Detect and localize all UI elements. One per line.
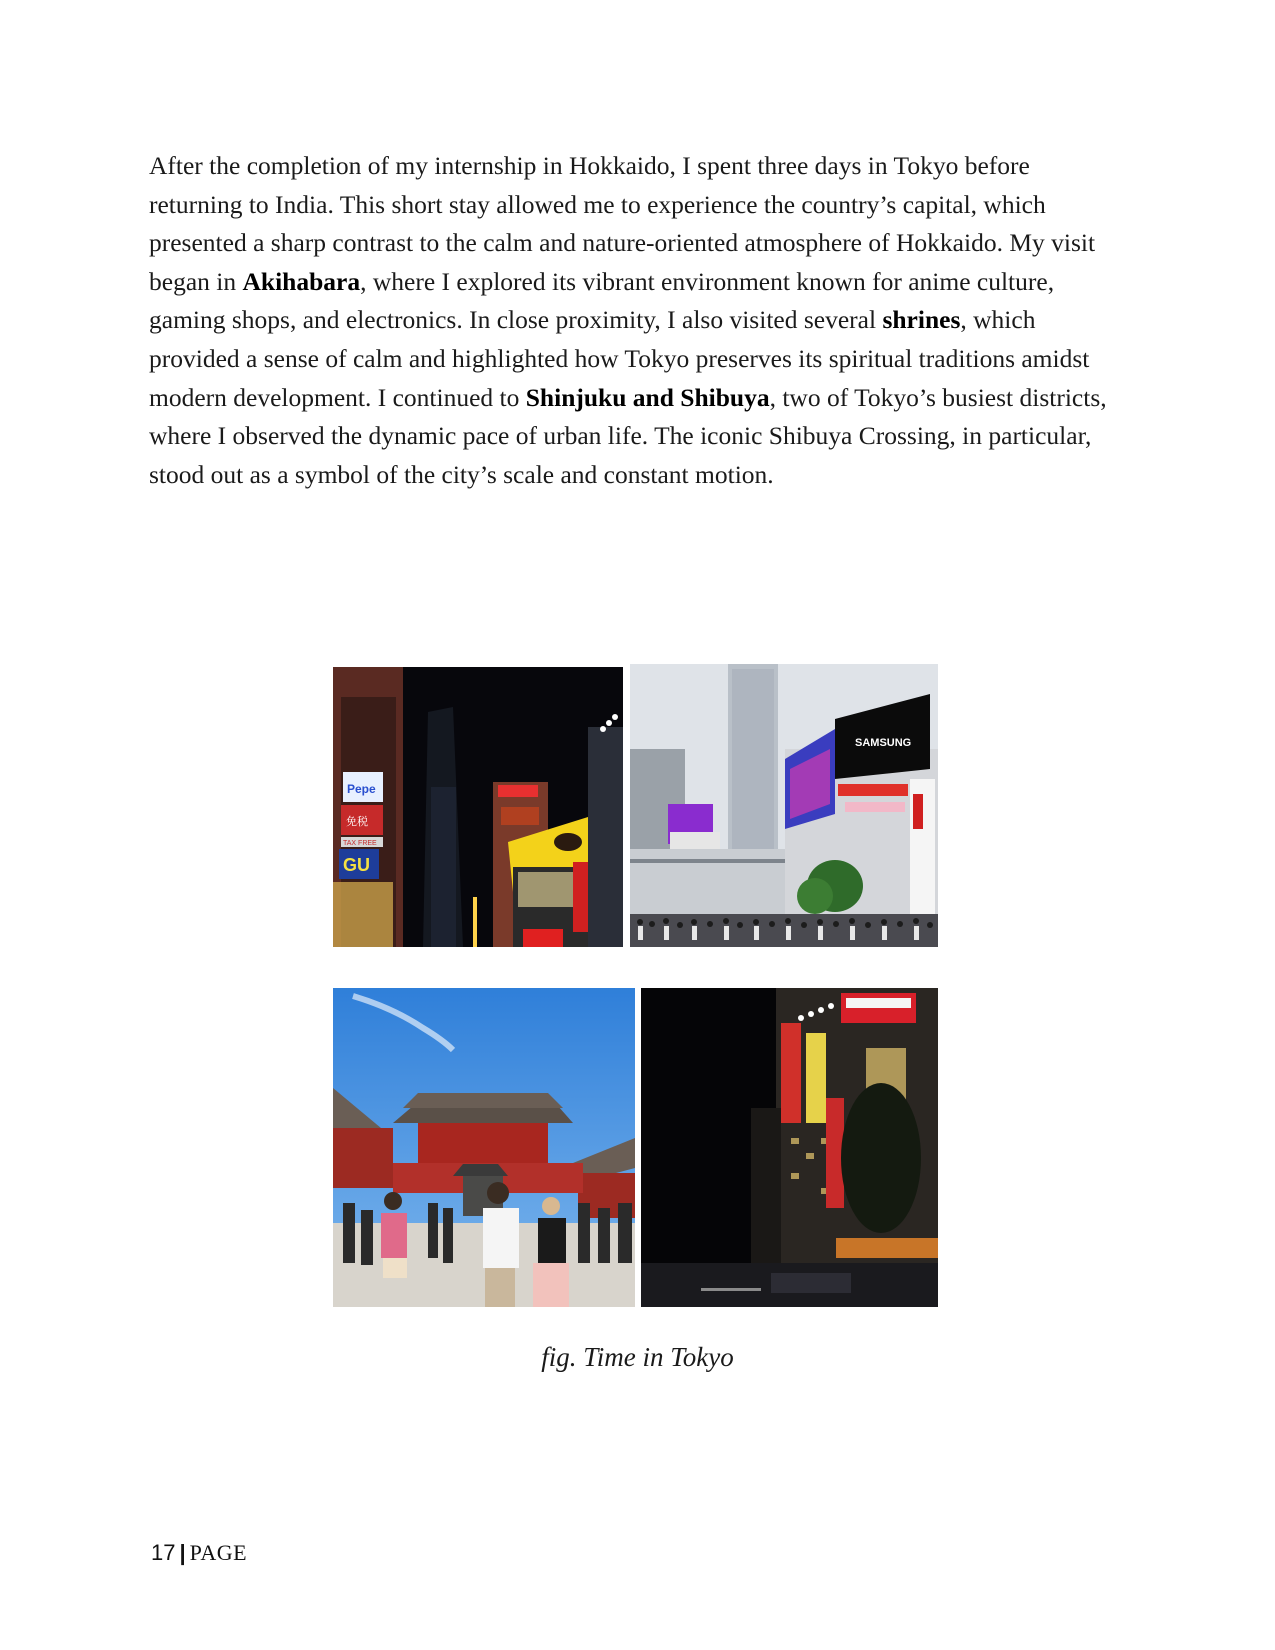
page-number: 17 [151, 1540, 176, 1565]
footer-separator: | [179, 1540, 186, 1565]
photo-night-street [333, 667, 623, 947]
sign-duty-free: 免税 [346, 815, 368, 828]
paragraph-segment: , two of Tokyo’s busiest districts, where I observed the dynamic pace of urban life. The iconic Shibuya Crossing, in particular, stood out as a symbol of the city’s scale and constant motion. [149, 382, 1107, 489]
akihabara-bold: Akihabara [242, 266, 361, 296]
body-paragraph [149, 147, 1124, 494]
photo-shibuya-crossing [630, 664, 938, 947]
paragraph-segment: After the completion of my internship in Hokkaido, I spent three days in Tokyo before returning to India. This short stay allowed me to experience the country’s capital, which presented a sharp contrast to the calm and nature-oriented atmosphere of Hokkaido. My visit began in [149, 151, 1096, 296]
shinjuku-shibuya-bold: Shinjuku and Shibuya [525, 382, 770, 412]
sign-tax-free: TAX FREE [343, 840, 377, 847]
footer-page-label: PAGE [189, 1540, 248, 1565]
photo-night-city [641, 988, 938, 1307]
billboard-samsung: SAMSUNG [855, 737, 912, 749]
sign-pepe: Pepe [347, 782, 376, 796]
paragraph-segment: , which provided a sense of calm and highlighted how Tokyo preserves its spiritual traditions amidst modern development. I continued to [149, 305, 1090, 412]
page-footer [151, 1540, 247, 1566]
sign-gu: GU [343, 855, 370, 875]
paragraph-segment: , where I explored its vibrant environment known for anime culture, gaming shops, and electronics. In close proximity, I also visited several [149, 266, 1055, 335]
figure-caption: fig. Time in Tokyo [541, 1342, 734, 1372]
shrines-bold: shrines [882, 305, 961, 335]
photo-temple-gate [333, 988, 635, 1307]
